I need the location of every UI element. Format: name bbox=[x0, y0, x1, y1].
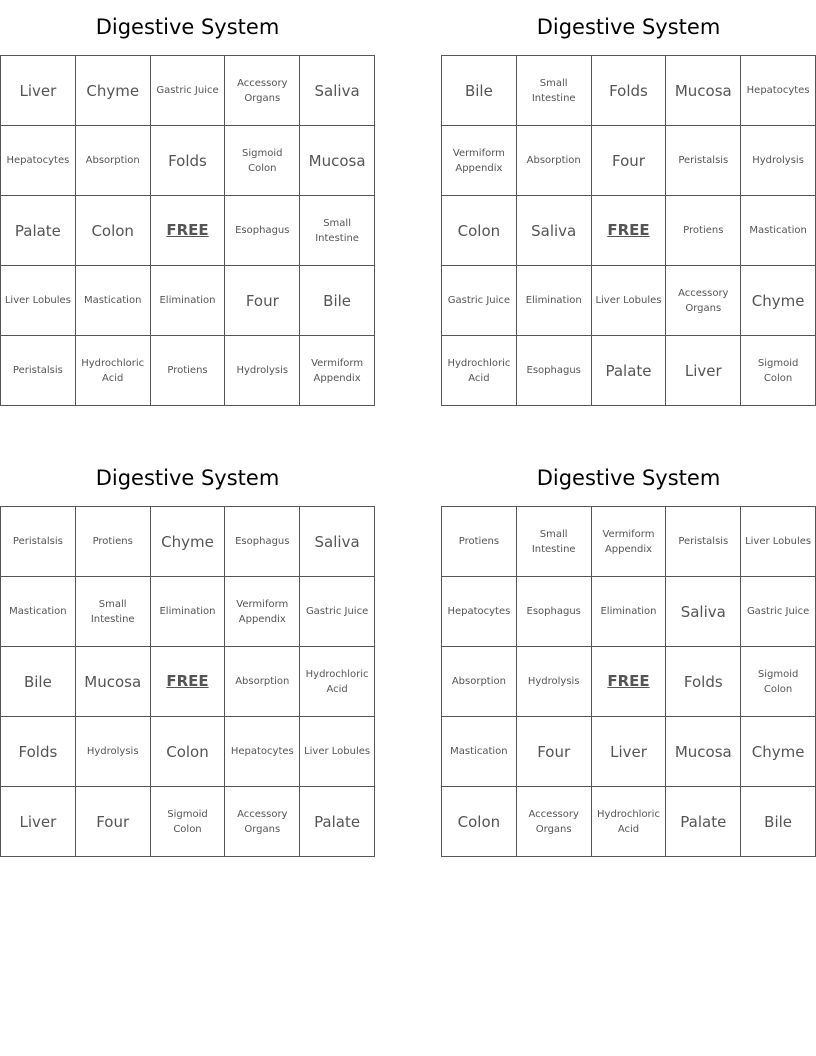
bingo-cell: Colon bbox=[76, 196, 151, 266]
bingo-cell: Hydrolysis bbox=[225, 336, 300, 406]
bingo-cell: Accessory Organs bbox=[666, 266, 741, 336]
bingo-cell: Liver Lobules bbox=[300, 717, 375, 787]
bingo-cell: Mastication bbox=[741, 196, 816, 266]
bingo-cell: Protiens bbox=[76, 507, 151, 577]
bingo-cell: Elimination bbox=[517, 266, 592, 336]
bingo-cell: Protiens bbox=[666, 196, 741, 266]
bingo-cell: Sigmoid Colon bbox=[151, 787, 226, 857]
bingo-cell: Liver bbox=[1, 787, 76, 857]
bingo-cell: Bile bbox=[741, 787, 816, 857]
bingo-cell: Saliva bbox=[300, 56, 375, 126]
bingo-cell: Peristalsis bbox=[666, 126, 741, 196]
card-title: Digestive System bbox=[95, 466, 280, 490]
bingo-cell: Sigmoid Colon bbox=[741, 336, 816, 406]
bingo-cell: Sigmoid Colon bbox=[225, 126, 300, 196]
bingo-cell: Peristalsis bbox=[1, 507, 76, 577]
bingo-cell: Four bbox=[517, 717, 592, 787]
bingo-cell: Four bbox=[592, 126, 667, 196]
bingo-grid bbox=[0, 506, 375, 857]
bingo-cell: Liver bbox=[666, 336, 741, 406]
bingo-cell: Hydrolysis bbox=[517, 647, 592, 717]
bingo-cell: Saliva bbox=[517, 196, 592, 266]
bingo-cell: Small Intestine bbox=[76, 577, 151, 647]
bingo-cell: Hydrochloric Acid bbox=[300, 647, 375, 717]
bingo-cell: Liver bbox=[1, 56, 76, 126]
bingo-cell: Absorption bbox=[225, 647, 300, 717]
bingo-cell: Sigmoid Colon bbox=[741, 647, 816, 717]
bingo-cell: Liver Lobules bbox=[1, 266, 76, 336]
bingo-cell: Vermiform Appendix bbox=[442, 126, 517, 196]
bingo-cell: Gastric Juice bbox=[442, 266, 517, 336]
bingo-cell: Palate bbox=[300, 787, 375, 857]
bingo-cell: Saliva bbox=[666, 577, 741, 647]
bingo-cell: Small Intestine bbox=[517, 507, 592, 577]
free-space-cell: FREE bbox=[592, 647, 667, 717]
bingo-cell: Liver bbox=[592, 717, 667, 787]
bingo-cell: Esophagus bbox=[517, 577, 592, 647]
bingo-grid bbox=[441, 55, 816, 406]
bingo-cell: Mastication bbox=[442, 717, 517, 787]
bingo-cell: Hepatocytes bbox=[442, 577, 517, 647]
bingo-cell: Hydrochloric Acid bbox=[442, 336, 517, 406]
bingo-cell: Peristalsis bbox=[666, 507, 741, 577]
bingo-cell: Liver Lobules bbox=[592, 266, 667, 336]
bingo-cell: Gastric Juice bbox=[151, 56, 226, 126]
free-space-cell: FREE bbox=[151, 196, 226, 266]
bingo-cell: Accessory Organs bbox=[225, 56, 300, 126]
bingo-cell: Chyme bbox=[151, 507, 226, 577]
bingo-cell: Hepatocytes bbox=[741, 56, 816, 126]
bingo-cell: Mastication bbox=[1, 577, 76, 647]
bingo-cell: Colon bbox=[442, 196, 517, 266]
bingo-cell: Gastric Juice bbox=[300, 577, 375, 647]
card-title: Digestive System bbox=[95, 15, 280, 39]
card-title: Digestive System bbox=[536, 466, 721, 490]
bingo-cell: Mucosa bbox=[666, 717, 741, 787]
bingo-cell: Small Intestine bbox=[517, 56, 592, 126]
bingo-cell: Peristalsis bbox=[1, 336, 76, 406]
bingo-cell: Absorption bbox=[442, 647, 517, 717]
bingo-cell: Vermiform Appendix bbox=[300, 336, 375, 406]
bingo-cell: Vermiform Appendix bbox=[225, 577, 300, 647]
bingo-cell: Accessory Organs bbox=[517, 787, 592, 857]
bingo-cell: Mucosa bbox=[76, 647, 151, 717]
bingo-cell: Mastication bbox=[76, 266, 151, 336]
bingo-cell: Colon bbox=[151, 717, 226, 787]
bingo-cell: Absorption bbox=[76, 126, 151, 196]
bingo-cell: Folds bbox=[666, 647, 741, 717]
bingo-cell: Small Intestine bbox=[300, 196, 375, 266]
bingo-cell: Palate bbox=[592, 336, 667, 406]
card-title: Digestive System bbox=[536, 15, 721, 39]
bingo-grid bbox=[441, 506, 816, 857]
bingo-cell: Folds bbox=[151, 126, 226, 196]
bingo-cell: Accessory Organs bbox=[225, 787, 300, 857]
bingo-cell: Chyme bbox=[76, 56, 151, 126]
bingo-cell: Elimination bbox=[592, 577, 667, 647]
bingo-cell: Esophagus bbox=[225, 507, 300, 577]
bingo-cell: Absorption bbox=[517, 126, 592, 196]
bingo-cell: Bile bbox=[442, 56, 517, 126]
bingo-cell: Four bbox=[225, 266, 300, 336]
bingo-cell: Hydrolysis bbox=[76, 717, 151, 787]
bingo-cell: Elimination bbox=[151, 577, 226, 647]
bingo-cell: Folds bbox=[1, 717, 76, 787]
free-space-cell: FREE bbox=[592, 196, 667, 266]
bingo-cell: Vermiform Appendix bbox=[592, 507, 667, 577]
bingo-cell: Esophagus bbox=[225, 196, 300, 266]
bingo-cell: Mucosa bbox=[300, 126, 375, 196]
bingo-cell: Esophagus bbox=[517, 336, 592, 406]
bingo-cell: Saliva bbox=[300, 507, 375, 577]
bingo-cell: Liver Lobules bbox=[741, 507, 816, 577]
bingo-cell: Hydrochloric Acid bbox=[592, 787, 667, 857]
bingo-cell: Gastric Juice bbox=[741, 577, 816, 647]
bingo-cell: Hepatocytes bbox=[1, 126, 76, 196]
bingo-cell: Hydrochloric Acid bbox=[76, 336, 151, 406]
free-space-cell: FREE bbox=[151, 647, 226, 717]
bingo-cell: Palate bbox=[1, 196, 76, 266]
bingo-cell: Chyme bbox=[741, 717, 816, 787]
bingo-cell: Mucosa bbox=[666, 56, 741, 126]
bingo-cell: Hydrolysis bbox=[741, 126, 816, 196]
bingo-grid bbox=[0, 55, 375, 406]
bingo-cell: Chyme bbox=[741, 266, 816, 336]
bingo-cell: Elimination bbox=[151, 266, 226, 336]
bingo-cell: Folds bbox=[592, 56, 667, 126]
bingo-cell: Colon bbox=[442, 787, 517, 857]
bingo-cell: Four bbox=[76, 787, 151, 857]
bingo-cell: Protiens bbox=[442, 507, 517, 577]
bingo-cell: Protiens bbox=[151, 336, 226, 406]
bingo-cell: Palate bbox=[666, 787, 741, 857]
bingo-cell: Bile bbox=[1, 647, 76, 717]
bingo-cell: Hepatocytes bbox=[225, 717, 300, 787]
bingo-cell: Bile bbox=[300, 266, 375, 336]
